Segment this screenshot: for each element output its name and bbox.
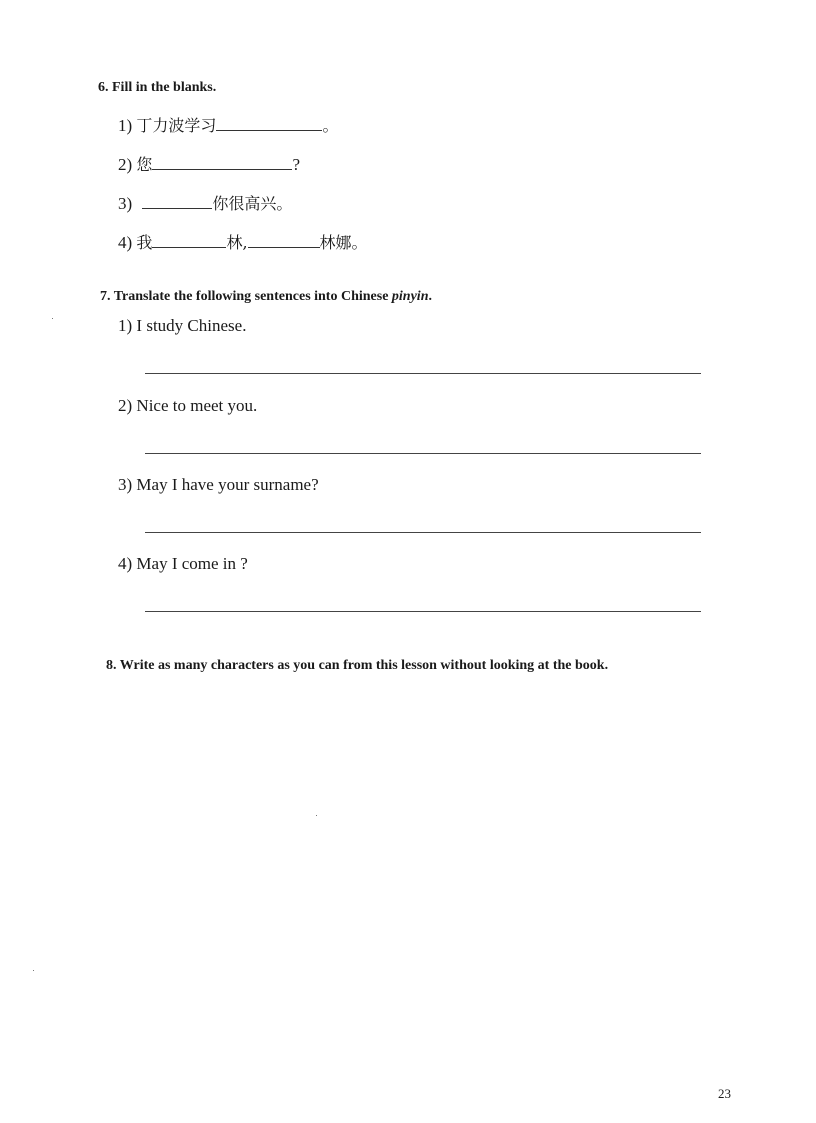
answer-blank[interactable] bbox=[248, 246, 320, 248]
item-text-before: 丁力波学习 bbox=[136, 116, 217, 135]
item-sentence: May I come in ? bbox=[136, 554, 248, 573]
fill-blank-item-2 bbox=[118, 152, 300, 175]
fill-blank-item-1 bbox=[118, 113, 338, 136]
answer-line[interactable] bbox=[145, 532, 701, 533]
item-number: 1) bbox=[118, 116, 133, 135]
item-text-after: 。 bbox=[322, 116, 339, 135]
item-number: 4) bbox=[118, 554, 133, 573]
item-number: 3) bbox=[118, 475, 133, 494]
heading-suffix: . bbox=[428, 289, 432, 304]
item-sentence: May I have your surname? bbox=[136, 475, 319, 494]
item-sentence: Nice to meet you. bbox=[136, 396, 258, 415]
fill-blank-item-3 bbox=[118, 191, 292, 214]
heading-emphasis: pinyin bbox=[391, 289, 429, 304]
item-text-before: 我 bbox=[136, 233, 153, 252]
page-number: 23 bbox=[718, 1086, 731, 1101]
item-text-after: 你很高兴。 bbox=[212, 194, 293, 213]
item-sentence: I study Chinese. bbox=[136, 316, 247, 335]
item-text-before: 您 bbox=[136, 155, 153, 174]
translate-item-4 bbox=[118, 554, 248, 574]
item-number: 4) bbox=[118, 233, 133, 252]
answer-line[interactable] bbox=[145, 611, 701, 612]
answer-blank[interactable] bbox=[152, 168, 292, 170]
item-number: 2) bbox=[118, 155, 133, 174]
answer-line[interactable] bbox=[145, 453, 701, 454]
scan-speck bbox=[33, 970, 34, 971]
scan-speck bbox=[316, 815, 317, 816]
translate-item-2 bbox=[118, 396, 257, 416]
item-number: 2) bbox=[118, 396, 133, 415]
answer-blank[interactable] bbox=[152, 246, 226, 248]
section-7-heading bbox=[100, 289, 432, 305]
answer-blank[interactable] bbox=[216, 129, 322, 131]
item-number: 3) bbox=[118, 194, 133, 213]
scan-speck bbox=[52, 318, 53, 319]
answer-line[interactable] bbox=[145, 373, 701, 374]
fill-blank-item-4 bbox=[118, 230, 368, 253]
section-6-heading: 6. Fill in the blanks. bbox=[98, 80, 217, 95]
answer-blank[interactable] bbox=[142, 207, 212, 209]
item-text-after: ? bbox=[292, 155, 300, 174]
section-8-heading: 8. Write as many characters as you can from this lesson without looking at the book. bbox=[106, 658, 609, 673]
heading-text: 7. Translate the following sentences into Chinese bbox=[100, 289, 389, 304]
item-number: 1) bbox=[118, 316, 133, 335]
item-text-after: 林娜。 bbox=[319, 233, 368, 252]
item-text-middle: 林, bbox=[226, 233, 248, 252]
translate-item-3 bbox=[118, 475, 319, 495]
translate-item-1 bbox=[118, 316, 246, 336]
